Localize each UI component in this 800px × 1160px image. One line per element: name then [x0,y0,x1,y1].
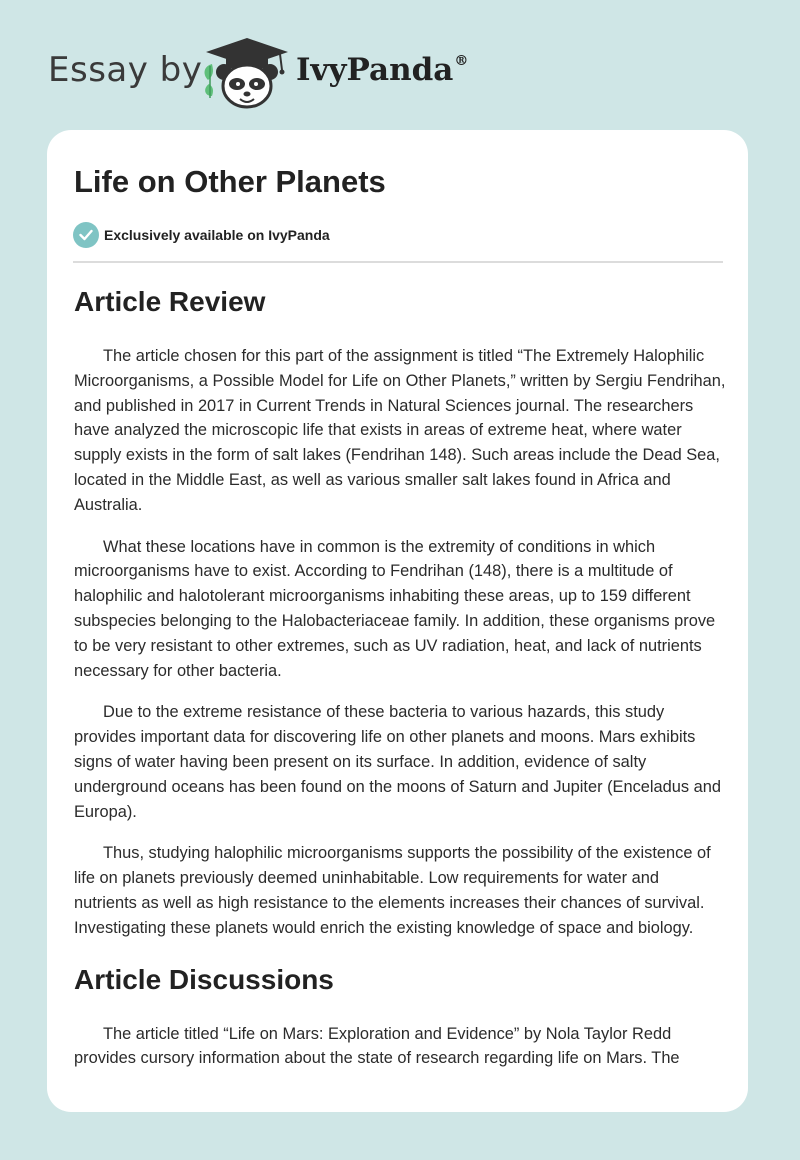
check-mark-icon [79,229,93,241]
section-heading: Article Discussions [74,963,334,995]
panda-graduate-logo-icon[interactable] [200,36,295,110]
paragraph: The article titled “Life on Mars: Exploration and Evidence” by Nola Taylor Redd provides cursory information about the state of research regarding life on Mars. The [74,1024,680,1068]
paragraph: Due to the extreme resistance of these bacteria to various hazards, this study provides important data for discovering life on other planets and moons. Mars exhibits signs of water having been present on its surface. In addition, evidence of salty underground oceans has been found on the moons of Saturn and Jupiter (Enceladus and Europa). [74,703,721,821]
paragraph: Thus, studying halophilic microorganisms supports the possibility of the existence of life on planets previously deemed uninhabitable. Low requirements for water and nutrients as well as high resistance to the elements increases their chances of survival. Investigating these planets would enrich the existing knowledge of space and biology. [74,844,711,937]
section-heading: Article Review [74,286,266,317]
exclusive-badge [73,222,330,248]
essay-body [74,280,726,1088]
essay-card [47,130,748,1112]
check-circle-icon [73,222,99,248]
brand-name[interactable] [296,52,468,88]
registered-mark: ® [454,52,469,69]
essay-by-label: Essay by [48,50,203,90]
site-header [0,0,800,130]
page-title: Life on Other Planets [74,164,386,199]
exclusive-badge-label: Exclusively available on IvyPanda [104,227,330,243]
paragraph: The article chosen for this part of the assignment is titled “The Extremely Halophilic Microorganisms, a Possible Model for Life on Other Planets,” written by Sergiu Fendrihan, and published in 2017 in Current Trends in Natural Sciences journal. The researchers have analyzed the microscopic life that exists in areas of extreme heat, where water supply exists in the form of salt lakes (Fendrihan 148). Such areas include the Dead Sea, located in the Middle East, as well as various smaller salt lakes found in Africa and Australia. [74,347,726,514]
title-divider [73,261,723,263]
brand-name-text: IvyPanda [296,52,454,88]
paragraph: What these locations have in common is the extremity of conditions in which microorganisms have to exist. According to Fendrihan (148), there is a multitude of halophilic and halotolerant microorganisms inhabiting these areas, up to 159 different subspecies belonging to the Halobacteriaceae family. In addition, these organisms prove to be very resistant to other extremes, such as UV radiation, heat, and lack of nutrients necessary for other bacteria. [74,537,716,680]
